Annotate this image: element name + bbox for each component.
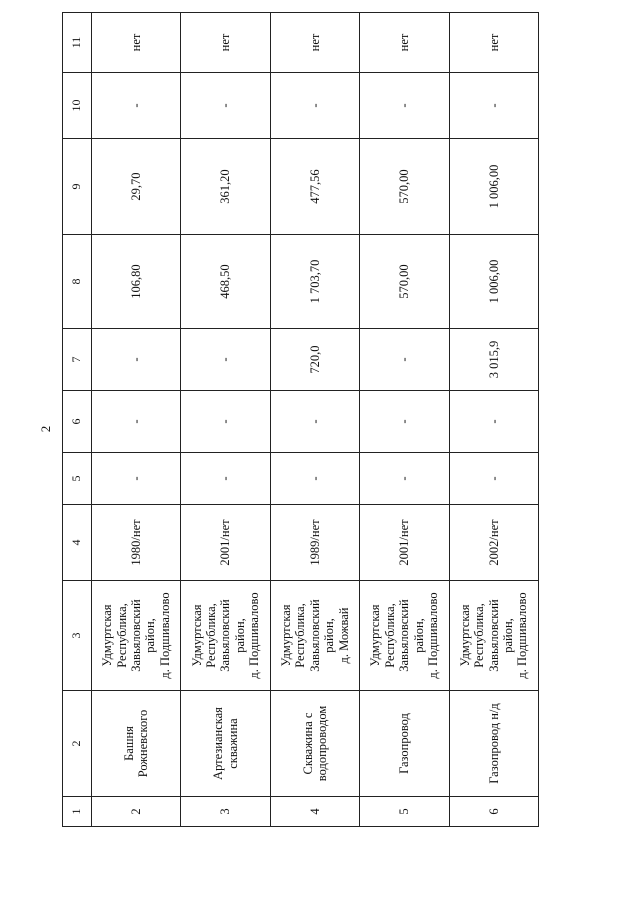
address-cell: Удмуртская Республика, Завьяловский район, д. Подшивалово — [181, 581, 270, 691]
column-11-cell: нет — [181, 13, 270, 73]
column-8-cell: 106,80 — [92, 235, 181, 329]
column-6-cell: - — [449, 391, 538, 453]
column-5-cell: - — [92, 453, 181, 505]
column-7-cell: - — [92, 329, 181, 391]
column-10-cell: - — [360, 73, 449, 139]
object-name-cell: Башня Рожневского — [92, 691, 181, 797]
year-cell: 1980/нет — [92, 505, 181, 581]
table-container — [62, 13, 539, 827]
column-9-cell: 1 006,00 — [449, 139, 538, 235]
row-number-cell: 2 — [92, 797, 181, 827]
table-row — [92, 13, 181, 827]
table-row — [449, 13, 538, 827]
column-header: 3 — [63, 581, 92, 691]
column-6-cell: - — [270, 391, 359, 453]
year-cell: 2001/нет — [360, 505, 449, 581]
column-header: 7 — [63, 329, 92, 391]
column-header: 8 — [63, 235, 92, 329]
column-header: 6 — [63, 391, 92, 453]
year-cell: 1989/нет — [270, 505, 359, 581]
column-10-cell: - — [449, 73, 538, 139]
object-name-cell: Скважина с водопроводом — [270, 691, 359, 797]
column-8-cell: 1 006,00 — [449, 235, 538, 329]
table-row — [181, 13, 270, 827]
column-7-cell: 3 015,9 — [449, 329, 538, 391]
column-8-cell: 468,50 — [181, 235, 270, 329]
column-6-cell: - — [360, 391, 449, 453]
column-7-cell: 720,0 — [270, 329, 359, 391]
table-header-row — [63, 13, 92, 827]
column-5-cell: - — [181, 453, 270, 505]
year-cell: 2001/нет — [181, 505, 270, 581]
object-name-cell: Артезианская скважина — [181, 691, 270, 797]
address-cell: Удмуртская Республика, Завьяловский район, д. Подшивалово — [360, 581, 449, 691]
column-header: 10 — [63, 73, 92, 139]
column-9-cell: 570,00 — [360, 139, 449, 235]
column-5-cell: - — [360, 453, 449, 505]
column-header: 1 — [63, 797, 92, 827]
column-6-cell: - — [92, 391, 181, 453]
table-row — [360, 13, 449, 827]
column-header: 9 — [63, 139, 92, 235]
column-11-cell: нет — [449, 13, 538, 73]
column-9-cell: 477,56 — [270, 139, 359, 235]
column-8-cell: 1 703,70 — [270, 235, 359, 329]
row-number-cell: 4 — [270, 797, 359, 827]
column-header: 4 — [63, 505, 92, 581]
address-cell: Удмуртская Республика, Завьяловский район, д. Можвай — [270, 581, 359, 691]
column-7-cell: - — [181, 329, 270, 391]
column-5-cell: - — [449, 453, 538, 505]
column-10-cell: - — [181, 73, 270, 139]
property-registry-table — [62, 12, 539, 827]
column-5-cell: - — [270, 453, 359, 505]
column-8-cell: 570,00 — [360, 235, 449, 329]
page-number: 2 — [38, 425, 53, 433]
row-number-cell: 5 — [360, 797, 449, 827]
column-11-cell: нет — [360, 13, 449, 73]
column-6-cell: - — [181, 391, 270, 453]
address-cell: Удмуртская Республика, Завьяловский район, д. Подшивалово — [92, 581, 181, 691]
column-header: 2 — [63, 691, 92, 797]
column-11-cell: нет — [270, 13, 359, 73]
row-number-cell: 3 — [181, 797, 270, 827]
object-name-cell: Газопровод — [360, 691, 449, 797]
column-header: 5 — [63, 453, 92, 505]
address-cell: Удмуртская Республика, Завьяловский район, д. Подшивалово — [449, 581, 538, 691]
table-row — [270, 13, 359, 827]
column-9-cell: 29,70 — [92, 139, 181, 235]
column-7-cell: - — [360, 329, 449, 391]
row-number-cell: 6 — [449, 797, 538, 827]
column-10-cell: - — [270, 73, 359, 139]
column-9-cell: 361,20 — [181, 139, 270, 235]
year-cell: 2002/нет — [449, 505, 538, 581]
object-name-cell: Газопровод н/д — [449, 691, 538, 797]
column-11-cell: нет — [92, 13, 181, 73]
column-10-cell: - — [92, 73, 181, 139]
column-header: 11 — [63, 13, 92, 73]
rotated-table-frame — [62, 13, 539, 827]
